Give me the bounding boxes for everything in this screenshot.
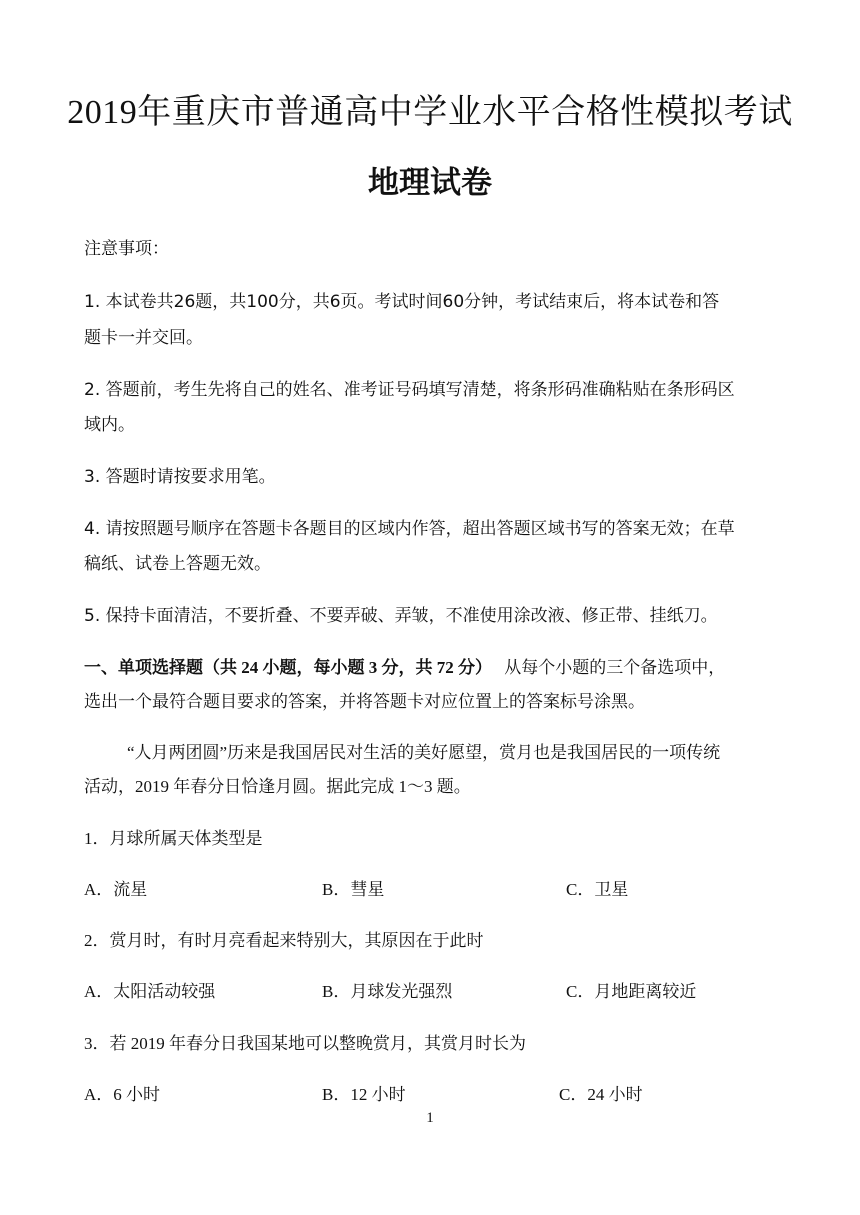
question-1-option-a: A．流星 bbox=[84, 880, 148, 899]
section-1-heading: 一、单项选择题（共 24 小题，每小题 3 分，共 72 分） bbox=[84, 658, 492, 677]
passage-line-2: 活动，2019 年春分日恰逢月圆。据此完成 1～3 题。 bbox=[84, 777, 471, 796]
note-4-line-1: 4. 请按照题号顺序在答题卡各题目的区域内作答，超出答题区域书写的答案无效；在草 bbox=[84, 519, 735, 539]
question-3-option-a: A．6 小时 bbox=[84, 1085, 161, 1104]
exam-title: 2019年重庆市普通高中学业水平合格性模拟考试 bbox=[67, 94, 793, 131]
question-2-option-b: B．月球发光强烈 bbox=[322, 982, 453, 1001]
question-3-stem: 3．若 2019 年春分日我国某地可以整晚赏月，其赏月时长为 bbox=[84, 1034, 526, 1053]
note-2-line-1: 2. 答题前，考生先将自己的姓名、准考证号码填写清楚，将条形码准确粘贴在条形码区 bbox=[84, 380, 735, 400]
note-5: 5. 保持卡面清洁，不要折叠、不要弄破、弄皱，不准使用涂改液、修正带、挂纸刀。 bbox=[84, 606, 718, 626]
passage-line-1: “人月两团圆”历来是我国居民对生活的美好愿望，赏月也是我国居民的一项传统 bbox=[127, 743, 721, 762]
note-4-line-2: 稿纸、试卷上答题无效。 bbox=[84, 554, 271, 574]
note-1-line-2: 题卡一并交回。 bbox=[84, 328, 203, 348]
question-1-option-b: B．彗星 bbox=[322, 880, 385, 899]
notes-heading: 注意事项： bbox=[84, 239, 169, 259]
question-3-option-c: C．24 小时 bbox=[559, 1085, 643, 1104]
section-1-intro-line-2: 选出一个最符合题目要求的答案，并将答题卡对应位置上的答案标号涂黑。 bbox=[84, 692, 645, 711]
section-1-intro bbox=[84, 653, 725, 678]
question-2-option-a: A．太阳活动较强 bbox=[84, 982, 216, 1001]
note-2-line-2: 域内。 bbox=[84, 415, 135, 435]
section-1-intro-tail: 从每个小题的三个备选项中， bbox=[504, 658, 726, 677]
note-1-line-1: 1. 本试卷共26题，共100分，共6页。考试时间60分钟，考试结束后，将本试卷和答 bbox=[84, 292, 720, 312]
question-2-stem: 2．赏月时，有时月亮看起来特别大，其原因在于此时 bbox=[84, 931, 484, 950]
page-number: 1 bbox=[426, 1110, 434, 1126]
question-2-option-c: C．月地距离较近 bbox=[566, 982, 697, 1001]
exam-subtitle: 地理试卷 bbox=[368, 165, 492, 200]
question-1-option-c: C．卫星 bbox=[566, 880, 629, 899]
note-3: 3. 答题时请按要求用笔。 bbox=[84, 467, 276, 487]
question-3-option-b: B．12 小时 bbox=[322, 1085, 406, 1104]
question-1-stem: 1．月球所属天体类型是 bbox=[84, 829, 263, 848]
